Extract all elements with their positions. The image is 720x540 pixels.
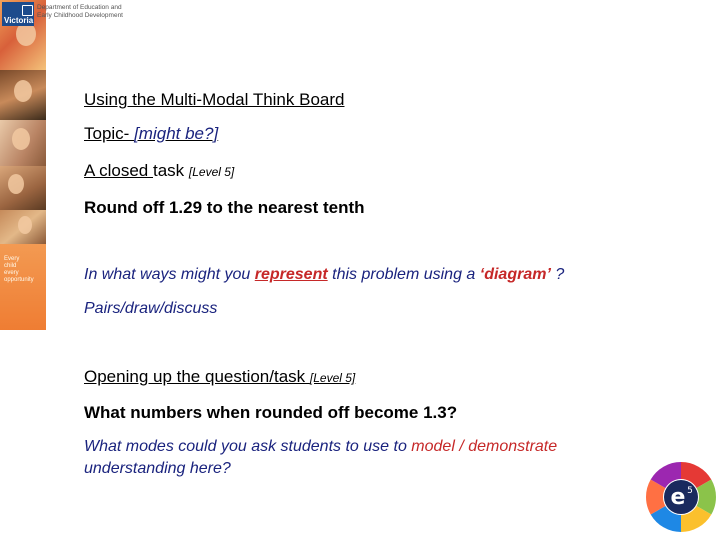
opening-line [84,367,355,387]
opening-text: Opening up the question/task [84,367,310,386]
logo-text: Victoria [4,16,34,25]
banner-line-4: opportunity [4,277,34,283]
represent-question [84,266,564,284]
modes-part-2: understanding here? [84,460,231,477]
problem-statement: Round off 1.29 to the nearest tenth [84,198,365,217]
topic-label: Topic- [84,124,135,143]
topic-line [84,124,218,144]
photo-strip [0,0,46,330]
opening-level: [Level 5] [309,371,356,385]
modes-part-1: What modes could you ask students to use to [84,438,412,455]
slide-title: Using the Multi-Modal Think Board [84,90,345,109]
banner-line-3: every [4,270,19,276]
question-part-1: In what ways might you [84,266,255,283]
department-name [37,4,123,20]
question-represent: represent [254,266,328,283]
e5-superscript: 5 [687,486,693,496]
task-word: task [153,161,189,180]
crest-icon [22,5,33,16]
question-diagram: ‘diagram’ [479,266,551,283]
instruction-line: Pairs/draw/discuss [84,300,218,317]
topic-value: [might be?] [134,124,219,143]
question-part-3: ? [550,266,565,283]
victoria-logo [2,2,34,26]
e5-letter: e [670,485,686,510]
open-question: What numbers when rounded off become 1.3? [84,403,458,422]
dept-line-2: Early Childhood Development [37,12,123,19]
child-photo-3 [0,120,46,166]
e5-logo-icon [644,460,718,534]
dept-line-1: Department of Education and [37,4,122,11]
task-line [84,161,234,181]
task-closed: A closed [84,161,153,180]
modes-question [84,436,644,480]
banner-line-1: Every [4,256,20,262]
child-photo-4 [0,166,46,210]
modes-model: model / demonstrate [411,438,558,455]
question-part-2: this problem using a [327,266,480,283]
child-photo-5 [0,210,46,244]
child-photo-2 [0,70,46,120]
every-child-banner [0,244,46,330]
task-level: [Level 5] [188,165,235,179]
banner-line-2: child [4,263,17,269]
